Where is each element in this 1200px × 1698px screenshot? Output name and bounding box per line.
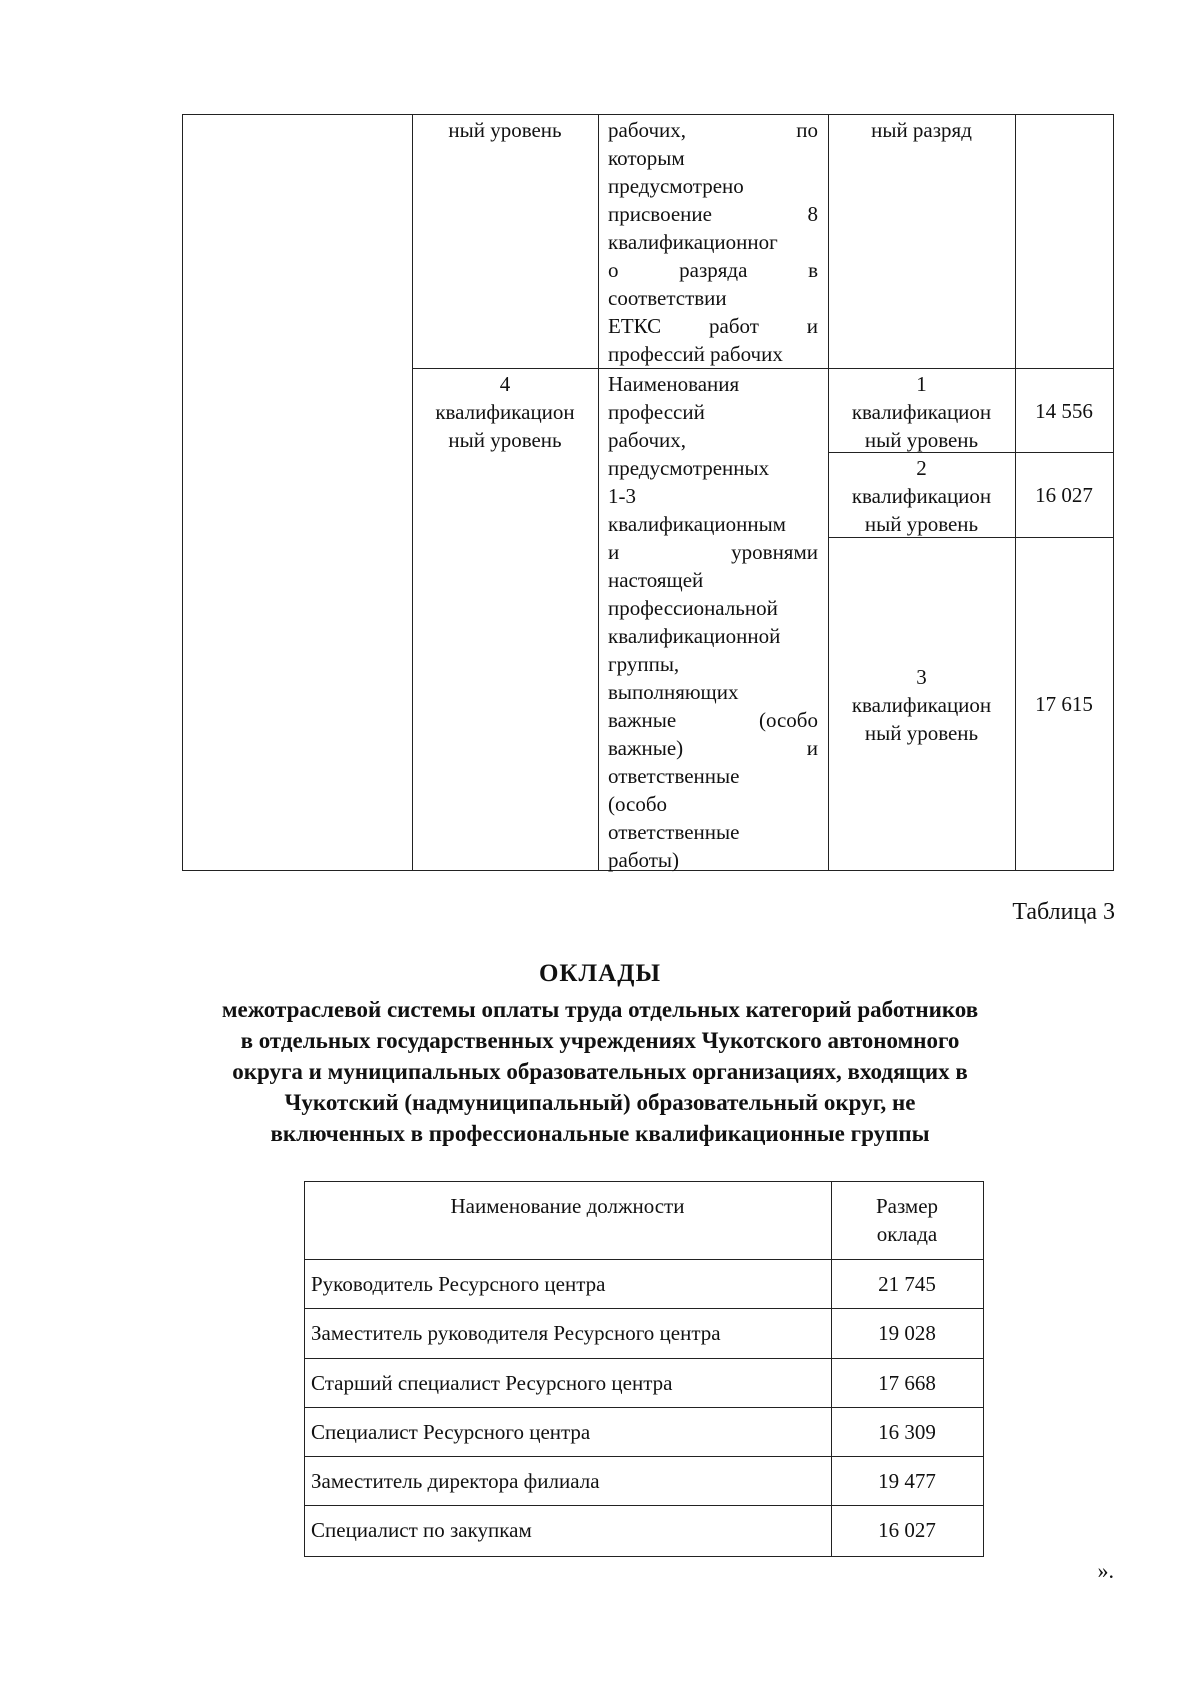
row2-level-line: 4 xyxy=(499,372,511,396)
row1-profession-word: присвоение xyxy=(608,202,712,226)
row2-names-line xyxy=(608,678,818,706)
table-row-salary: 16 027 xyxy=(878,1518,936,1542)
row1-profession-line xyxy=(608,312,818,340)
sublevel-2-line: ный уровень xyxy=(864,512,979,536)
row2-names-word: ответственные xyxy=(608,820,740,844)
table-row-salary: 16 309 xyxy=(878,1420,936,1444)
subtitle-line: в отдельных государственных учреждениях Чукотского автономного xyxy=(240,1028,960,1053)
table-row-salary: 21 745 xyxy=(878,1272,936,1296)
row1-profession-line xyxy=(608,340,818,368)
row2-names-line xyxy=(608,510,818,538)
sublevel-3-line: квалификацион xyxy=(851,693,992,717)
sublevel-1-line: квалификацион xyxy=(851,400,992,424)
header-salary-line: Размер xyxy=(875,1194,939,1218)
row2-level-line: ный уровень xyxy=(448,428,562,452)
row2-names-line xyxy=(608,818,818,846)
row1-profession-text xyxy=(608,116,818,368)
closing-quote-mark: ». xyxy=(1097,1558,1114,1583)
row2-names-line xyxy=(608,762,818,790)
row2-names-line xyxy=(608,370,818,398)
row1-profession-line xyxy=(608,144,818,172)
row2-names-line xyxy=(608,398,818,426)
row2-profession-names xyxy=(608,370,818,874)
row1-profession-word: рабочих, xyxy=(608,118,687,142)
row2-names-line xyxy=(608,790,818,818)
sublevel-1-label xyxy=(828,370,1015,454)
row2-names-word: профессий xyxy=(608,400,705,424)
table-row-position: Специалист по закупкам xyxy=(311,1518,532,1542)
table-row-salary: 19 477 xyxy=(878,1469,936,1493)
table-row-position: Старший специалист Ресурсного центра xyxy=(311,1371,673,1395)
row2-names-line xyxy=(608,594,818,622)
row2-names-line xyxy=(608,622,818,650)
table-3-title: ОКЛАДЫ xyxy=(538,960,661,987)
row2-names-word: (особо xyxy=(758,708,818,732)
row2-names-line xyxy=(608,846,818,874)
row2-names-word: (особо xyxy=(608,792,668,816)
sublevel-3-salary: 17 615 xyxy=(1035,692,1093,716)
sublevel-1-line: 1 xyxy=(916,372,927,396)
row1-profession-word: ЕТКС xyxy=(608,314,662,338)
sublevel-3-label xyxy=(828,663,1015,747)
row1-profession-word: разряда xyxy=(679,258,748,282)
row1-level-text: ный уровень xyxy=(448,118,562,142)
header-salary-line: оклада xyxy=(876,1222,938,1246)
header-position: Наименование должности xyxy=(450,1194,685,1218)
row2-names-word: квалификационной xyxy=(608,624,781,648)
sublevel-2-line: квалификацион xyxy=(851,484,992,508)
row1-profession-word: и xyxy=(806,314,818,338)
row2-names-word: выполняющих xyxy=(608,680,739,704)
row1-profession-word: которым xyxy=(608,146,685,170)
row2-level-line: квалификацион xyxy=(435,400,575,424)
row2-names-line xyxy=(608,566,818,594)
row1-profession-word: 8 xyxy=(807,202,818,226)
subtitle-line: включенных в профессиональные квалификационные группы xyxy=(270,1121,930,1146)
row2-names-line xyxy=(608,734,818,762)
row2-names-word: и xyxy=(806,736,818,760)
row2-names-word: предусмотренных xyxy=(608,456,770,480)
row2-names-word: уровнями xyxy=(731,540,818,564)
row2-names-line xyxy=(608,454,818,482)
sublevel-1-line: ный уровень xyxy=(864,428,979,452)
row1-profession-line xyxy=(608,228,818,256)
row2-names-word: настоящей xyxy=(608,568,704,592)
row2-names-word: квалификационным xyxy=(608,512,786,536)
row1-profession-word: по xyxy=(796,118,818,142)
sublevel-3-line: 3 xyxy=(916,665,927,689)
row1-profession-word: профессий рабочих xyxy=(608,342,783,366)
row1-profession-line xyxy=(608,256,818,284)
row1-profession-word: о xyxy=(608,258,619,282)
row1-profession-word: квалификационног xyxy=(608,230,778,254)
table-row-position: Заместитель директора филиала xyxy=(311,1469,600,1493)
table-row-salary: 17 668 xyxy=(878,1371,936,1395)
row1-profession-line xyxy=(608,284,818,312)
table-row-position: Руководитель Ресурсного центра xyxy=(311,1272,606,1296)
row1-profession-word: предусмотрено xyxy=(608,174,744,198)
sublevel-2-label xyxy=(828,454,1015,538)
row1-profession-word: в xyxy=(808,258,818,282)
row1-profession-word: работ xyxy=(709,314,759,338)
row1-profession-line xyxy=(608,172,818,200)
sublevel-1-salary: 14 556 xyxy=(1035,399,1093,423)
row2-names-line xyxy=(608,426,818,454)
sublevel-3-line: ный уровень xyxy=(864,721,979,745)
row2-names-word: работы) xyxy=(608,848,680,872)
row2-names-word: рабочих, xyxy=(608,428,687,452)
row1-profession-line xyxy=(608,200,818,228)
row2-names-word: ответственные xyxy=(608,764,740,788)
sublevel-2-salary: 16 027 xyxy=(1035,483,1093,507)
row2-names-line xyxy=(608,538,818,566)
table-row-salary: 19 028 xyxy=(878,1321,936,1345)
header-salary xyxy=(831,1192,983,1248)
row1-profession-word: соответствии xyxy=(608,286,727,310)
row1-profession-line xyxy=(608,116,818,144)
table-3-label: Таблица 3 xyxy=(1012,899,1115,925)
row2-names-word: Наименования xyxy=(608,372,740,396)
sublevel-2-line: 2 xyxy=(916,456,927,480)
row2-qualification-level xyxy=(412,370,598,454)
row2-names-word: 1-3 xyxy=(608,484,636,508)
row2-names-line xyxy=(608,482,818,510)
table-row-position: Заместитель руководителя Ресурсного центра xyxy=(311,1321,721,1345)
row2-names-line xyxy=(608,706,818,734)
subtitle-line: межотраслевой системы оплаты труда отдельных категорий работников xyxy=(221,997,979,1022)
row2-names-word: важные) xyxy=(608,736,684,760)
subtitle-line: округа и муниципальных образовательных организациях, входящих в xyxy=(232,1059,968,1084)
row2-names-word: важные xyxy=(608,708,677,732)
row2-names-word: профессиональной xyxy=(608,596,778,620)
subtitle-line: Чукотский (надмуниципальный) образовательный округ, не xyxy=(284,1090,916,1115)
table-3-subtitle xyxy=(0,994,1200,1149)
row2-names-line xyxy=(608,650,818,678)
table-row-position: Специалист Ресурсного центра xyxy=(311,1420,591,1444)
row1-grade-text: ный разряд xyxy=(871,118,972,142)
row2-names-word: и xyxy=(608,540,620,564)
row2-names-word: группы, xyxy=(608,652,680,676)
